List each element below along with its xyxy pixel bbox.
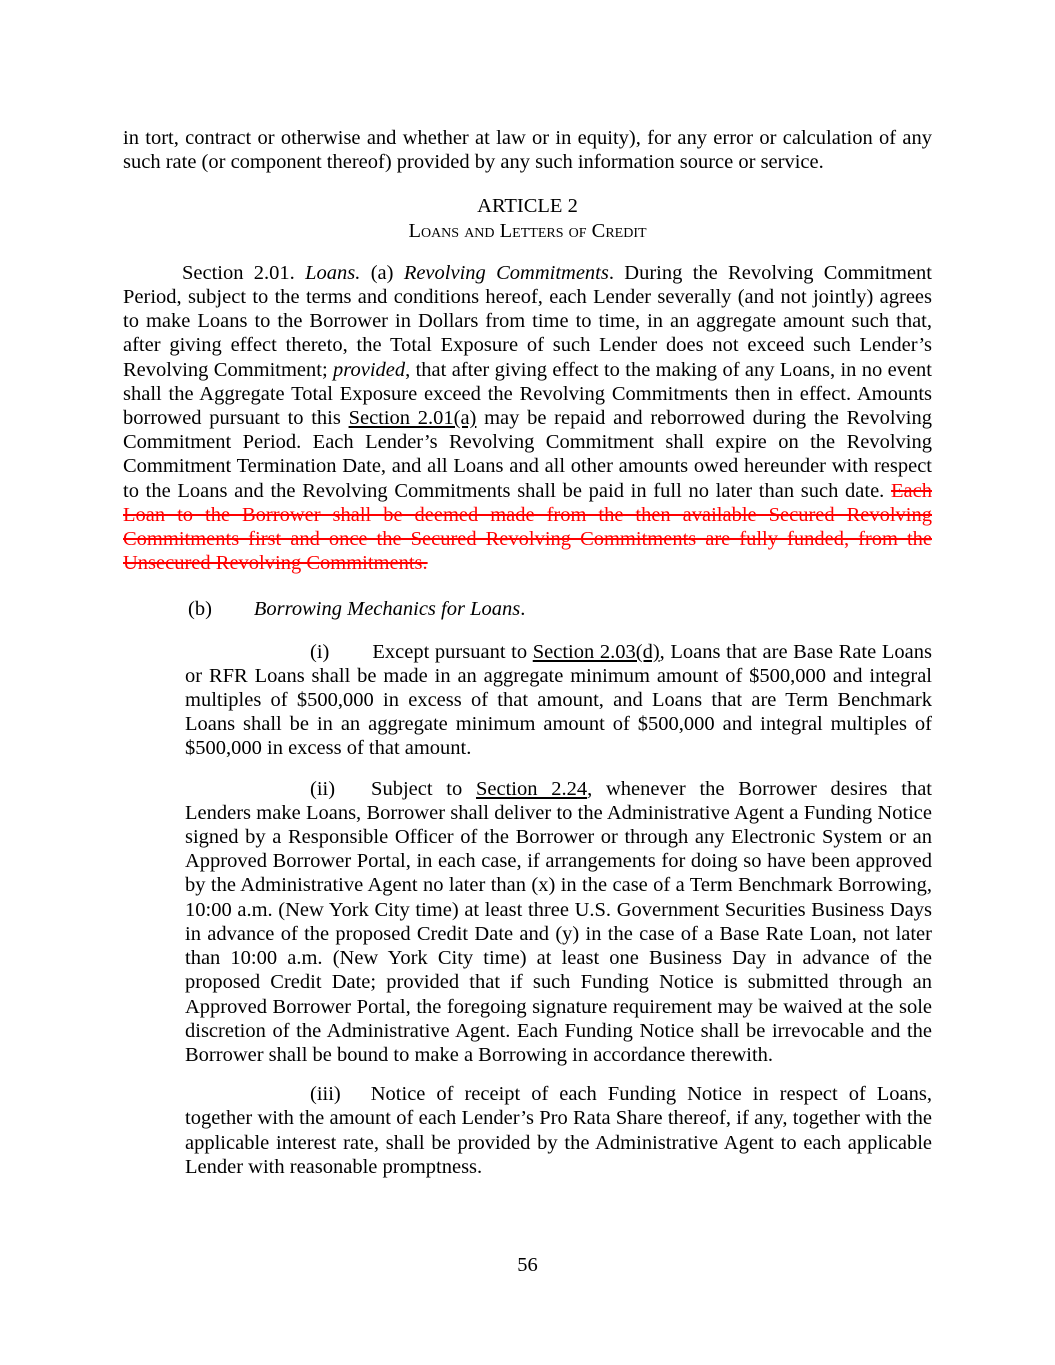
text-run: (iii) [310, 1083, 341, 1106]
paragraph-sub-b [123, 597, 932, 621]
paragraph-section-2-01 [123, 261, 932, 576]
text-run-i: Revolving Commitments [403, 261, 609, 284]
text-run-strike: Each Loan to the Borrower shall be deemed made from the then available Secured Revolving Commitments first and once the Secured Revolving Commitments are fully funded, from the Unsecured Revolving Commitments. [123, 479, 932, 575]
text-run-i: Borrowing Mechanics for Loans [253, 598, 521, 621]
text-run: (i) [310, 640, 330, 663]
text-run-u: Section 2.24 [476, 777, 588, 800]
text-run: (b) [188, 598, 212, 621]
text-run: . [520, 598, 526, 621]
text-run: . During the Revolving Commitment Period, subject to the terms and conditions hereof, each Lender severally (and not jointly) agrees to make Loans to the Borrower in Dollars from time to time, in an aggregate amount such that, after giving effect thereto, the Total Exposure of such Lender does not exceed such Lender’s Revolving Commitment; [123, 261, 932, 381]
paragraph-continuation [123, 126, 932, 174]
article-subtitle [123, 219, 932, 243]
text-run-tab [341, 1082, 371, 1106]
text-run: ARTICLE 2 [477, 195, 578, 218]
text-run-tab [212, 597, 254, 621]
text-run: Except pursuant to [372, 640, 533, 663]
paragraph-item-i [185, 640, 932, 761]
text-run: may be repaid and reborrowed during the Revolving Commitment Period. Each Lender’s Revolving Commitment shall expire on the Revolving Commitment Termination Date, and all Loans and all other amounts owed hereunder with respect to the Loans and the Revolving Commitments shall be paid in full no later than such date. [123, 407, 932, 502]
text-run: Loans and Letters of Credit [408, 219, 647, 242]
text-run: in tort, contract or otherwise and whether at law or in equity), for any error or calculation of any such rate (or component thereof) provided by any such information source or service. [123, 127, 932, 174]
text-run: (a) [360, 261, 404, 284]
text-run-i: Loans. [305, 261, 361, 284]
text-run: Subject to [371, 777, 476, 800]
text-run: , that after giving effect to the making of any Loans, in no event shall the Aggregate Total Exposure exceed the Revolving Commitments then in effect. Amounts borrowed pursuant to this [123, 358, 933, 430]
text-run: Section 2.01. [182, 261, 306, 284]
document-content [123, 126, 932, 1179]
text-run: (ii) [310, 777, 336, 800]
text-run-u: Section 2.01(a) [348, 407, 477, 430]
text-run-i: provided [333, 358, 406, 381]
text-run: , Loans that are Base Rate Loans or RFR Loans shall be made in an aggregate minimum amount of $500,000 and integral multiples of $500,000 in excess of that amount, and Loans that are Term Benchmark Loans shall be in an aggregate minimum amount of $500,000 and integral multiples of $500,000 in excess of that amount. [185, 640, 932, 760]
paragraph-item-iii [185, 1082, 932, 1179]
text-run-tab [335, 777, 371, 801]
page-number: 56 [517, 1254, 538, 1276]
text-run: Notice of receipt of each Funding Notice in respect of Loans, together with the amount of each Lender’s Pro Rata Share thereof, if any, together with the applicable interest rate, shall be provided by the Administrative Agent to each applicable Lender with reasonable promptness. [185, 1083, 932, 1178]
text-run-u: Section 2.03(d) [532, 640, 660, 663]
paragraph-item-ii [185, 777, 932, 1067]
text-run-tab [329, 640, 372, 664]
text-run: , whenever the Borrower desires that Lenders make Loans, Borrower shall deliver to the Administrative Agent a Funding Notice signed by a Responsible Officer of the Borrower or through any Electronic System or an Approved Borrower Portal, in each case, if arrangements for doing so have been approved by the Administrative Agent no later than (x) in the case of a Term Benchmark Borrowing, 10:00 a.m. (New York City time) at least three U.S. Government Securities Business Days in advance of the proposed Credit Date and (y) in the case of a Base Rate Loan, not later than 10:00 a.m. (New York City time) at least one Business Day in advance of the proposed Credit Date; provided that if such Funding Notice is submitted through an Approved Borrower Portal, the foregoing signature requirement may be waived at the sole discretion of the Administrative Agent. Each Funding Notice shall be irrevocable and the Borrower shall be bound to make a Borrowing in accordance therewith. [185, 777, 932, 1066]
article-heading [123, 194, 932, 218]
